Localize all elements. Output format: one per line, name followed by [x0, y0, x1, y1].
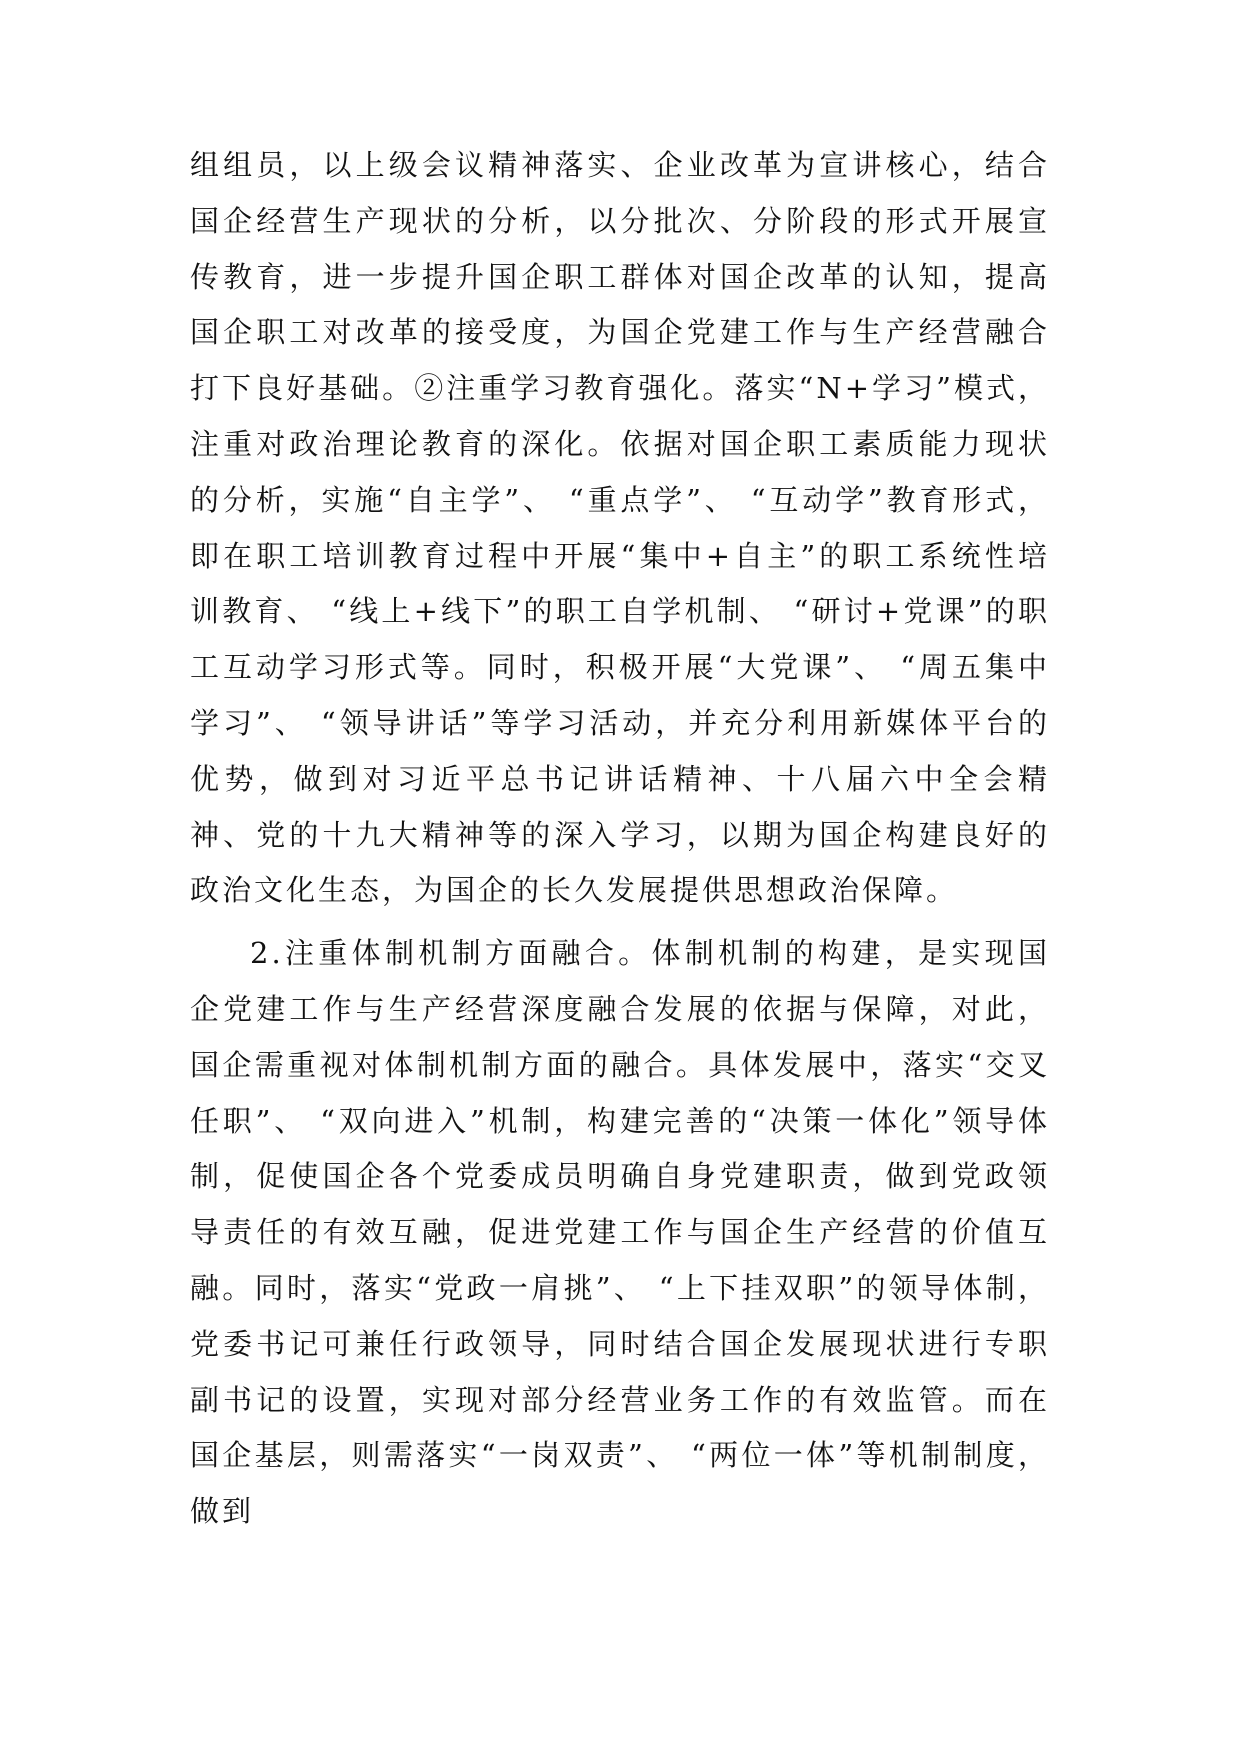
paragraph-institutional-integration: 2.注重体制机制方面融合。体制机制的构建，是实现国企党建工作与生产经营深度融合发展的依据与保障，对此，国企需重视对体制机制方面的融合。具体发展中，落实“交叉任职”、 “双向进入”机制，构建完善的“决策一体化”领导体制，促使国企各个党委成员明确自身党建职责，做到党政领导责任的有效互融，促进党建工作与国企生产经营的价值互融。同时，落实“党政一肩挑”、 “上下挂双职”的领导体制，党委书记可兼任行政领导，同时结合国企发展现状进行专职副书记的设置，实现对部分经营业务工作的有效监管。而在国企基层，则需落实“一岗双责”、 “两位一体”等机制制度，做到 [190, 936, 1050, 1529]
body-text [190, 138, 1050, 1540]
paragraph-study-education: 组组员，以上级会议精神落实、企业改革为宣讲核心，结合国企经营生产现状的分析，以分批次、分阶段的形式开展宣传教育，进一步提升国企职工群体对国企改革的认知，提高国企职工对改革的接受度，为国企党建工作与生产经营融合打下良好基础。②注重学习教育强化。落实“N+学习”模式，注重对政治理论教育的深化。依据对国企职工素质能力现状的分析，实施“自主学”、 “重点学”、 “互动学”教育形式，即在职工培训教育过程中开展“集中+自主”的职工系统性培训教育、 “线上+线下”的职工自学机制、 “研讨+党课”的职工互动学习形式等。同时，积极开展“大党课”、 “周五集中学习”、 “领导讲话”等学习活动，并充分利用新媒体平台的优势，做到对习近平总书记讲话精神、十八届六中全会精神、党的十九大精神等的深入学习，以期为国企构建良好的政治文化生态，为国企的长久发展提供思想政治保障。 [190, 148, 1050, 908]
